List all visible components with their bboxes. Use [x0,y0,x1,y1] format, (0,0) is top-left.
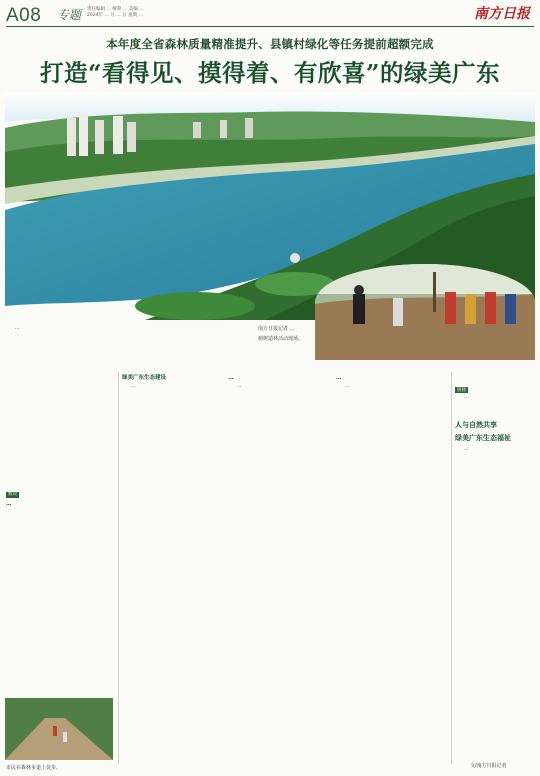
box-tag: 数说 [8,492,18,497]
sidebar-lead [455,395,535,417]
sidebar-title: 绿美广东生态福祉 [455,434,511,442]
masthead-logo: 南方日报 [474,6,530,22]
tree-planting-image [315,264,535,360]
section-label: 专题 [57,8,82,22]
sidebar-commentary [455,376,535,756]
page-number: A08 [6,5,42,26]
paragraph: … [237,384,242,390]
header-meta-line: 2024年 … 月 … 日 星期 … [87,13,144,18]
paragraph: … [345,384,350,390]
section-subhead: 绿美广东生态建设 [122,375,167,381]
column-divider [118,372,119,764]
body-column [228,372,332,762]
sidebar-body [455,447,535,747]
paragraph: … [464,447,469,452]
photo-caption: 植树造林活动现场。 [258,336,304,342]
header-divider [6,26,534,27]
box-heading: … [6,501,12,508]
article-subtitle: 本年度全省森林质量精准提升、县镇村绿化等任务提前超额完成 [106,37,434,51]
forest-trail-photo [5,698,113,760]
byline: 文/南方日报记者 [470,763,507,769]
section-subhead: … [336,375,342,381]
paragraph: … [131,384,136,390]
forest-trail-image [5,698,113,760]
header-meta [87,7,207,19]
body-column [122,372,224,762]
article-headline: 打造“看得见、摸得着、有欣喜”的绿美广东 [39,59,501,87]
body-column [336,372,448,762]
header-meta-line: 责任编辑 … 统筹 … 美编 … [87,7,144,12]
sidebar-title: 人与自然共享 [455,421,497,429]
column-divider [451,372,452,764]
sidebar-tag: 链接 [457,388,467,393]
paragraph: … [15,326,20,331]
paragraph: … [464,395,469,400]
section-subhead: … [228,375,234,381]
data-box [6,492,114,692]
lead-paragraph [6,326,114,486]
photo-caption: 市民在森林步道上徒步。 [6,765,62,771]
photo-caption: 南方日报记者 … [258,326,295,332]
tree-planting-photo [315,264,535,360]
